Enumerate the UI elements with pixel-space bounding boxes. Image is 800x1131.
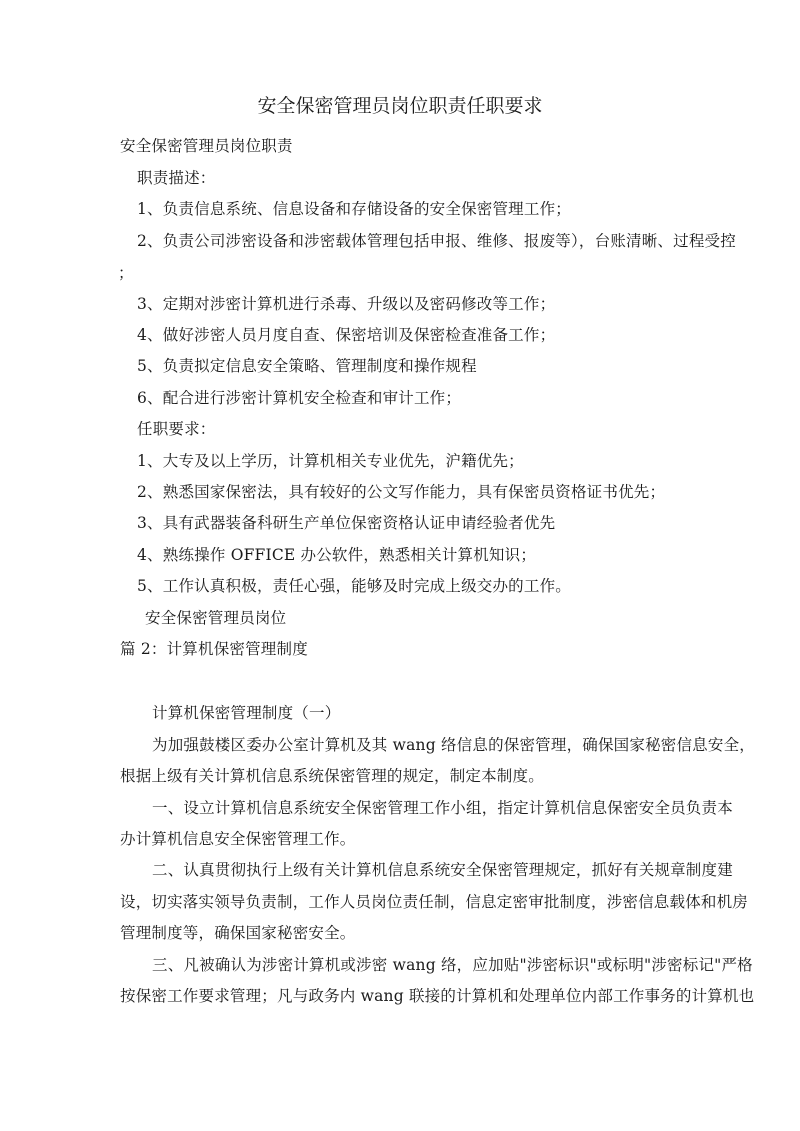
footer-title: 安全保密管理员岗位 xyxy=(145,609,287,627)
paragraph-line: 一、设立计算机信息系统安全保密管理工作小组，指定计算机信息保密安全员负责本 xyxy=(152,799,733,817)
duty-item-continuation: ； xyxy=(118,264,134,282)
paragraph-line: 设，切实落实领导负责制，工作人员岗位责任制，信息定密审批制度，涉密信息载体和机房 xyxy=(120,893,749,911)
duty-item: 1、负责信息系统、信息设备和存储设备的安全保密管理工作； xyxy=(137,200,571,218)
duty-item: 3、定期对涉密计算机进行杀毒、升级以及密码修改等工作； xyxy=(137,295,556,313)
requirement-item: 4、熟练操作 OFFICE 办公软件，熟悉相关计算机知识； xyxy=(137,546,537,564)
requirements-label: 任职要求： xyxy=(137,420,216,438)
duty-item: 5、负责拟定信息安全策略、管理制度和操作规程 xyxy=(137,357,477,375)
duty-item: 6、配合进行涉密计算机安全检查和审计工作； xyxy=(137,389,462,407)
paragraph-line: 根据上级有关计算机信息系统保密管理的规定，制定本制度。 xyxy=(120,767,544,785)
document-title: 安全保密管理员岗位职责任职要求 xyxy=(257,95,543,117)
requirement-item: 5、工作认真积极，责任心强，能够及时完成上级交办的工作。 xyxy=(137,577,571,595)
paragraph-line: 按保密工作要求管理；凡与政务内 wang 联接的计算机和处理单位内部工作事务的计算机也 xyxy=(120,987,755,1005)
requirement-item: 2、熟悉国家保密法，具有较好的公文写作能力，具有保密员资格证书优先； xyxy=(137,483,666,501)
paragraph-line: 为加强鼓楼区委办公室计算机及其 wang 络信息的保密管理，确保国家秘密信息安全， xyxy=(152,736,755,754)
duties-label: 职责描述： xyxy=(137,169,216,187)
paragraph-line: 管理制度等，确保国家秘密安全。 xyxy=(120,924,356,942)
duty-item: 4、做好涉密人员月度自查、保密培训及保密检查准备工作； xyxy=(137,326,556,344)
requirement-item: 3、具有武器装备科研生产单位保密资格认证申请经验者优先 xyxy=(137,514,556,532)
section-heading: 篇 2：计算机保密管理制度 xyxy=(120,640,308,658)
section-subtitle: 计算机保密管理制度（一） xyxy=(152,704,341,722)
requirement-item: 1、大专及以上学历，计算机相关专业优先，沪籍优先； xyxy=(137,452,524,470)
paragraph-line: 办计算机信息安全保密管理工作。 xyxy=(120,830,356,848)
paragraph-line: 三、凡被确认为涉密计算机或涉密 wang 络，应加贴"涉密标识"或标明"涉密标记"严格 xyxy=(152,956,753,974)
duty-item: 2、负责公司涉密设备和涉密载体管理包括申报、维修、报废等），台账清晰、过程受控 xyxy=(137,232,736,250)
section-heading: 安全保密管理员岗位职责 xyxy=(120,137,293,155)
paragraph-line: 二、认真贯彻执行上级有关计算机信息系统安全保密管理规定，抓好有关规章制度建 xyxy=(152,861,733,879)
